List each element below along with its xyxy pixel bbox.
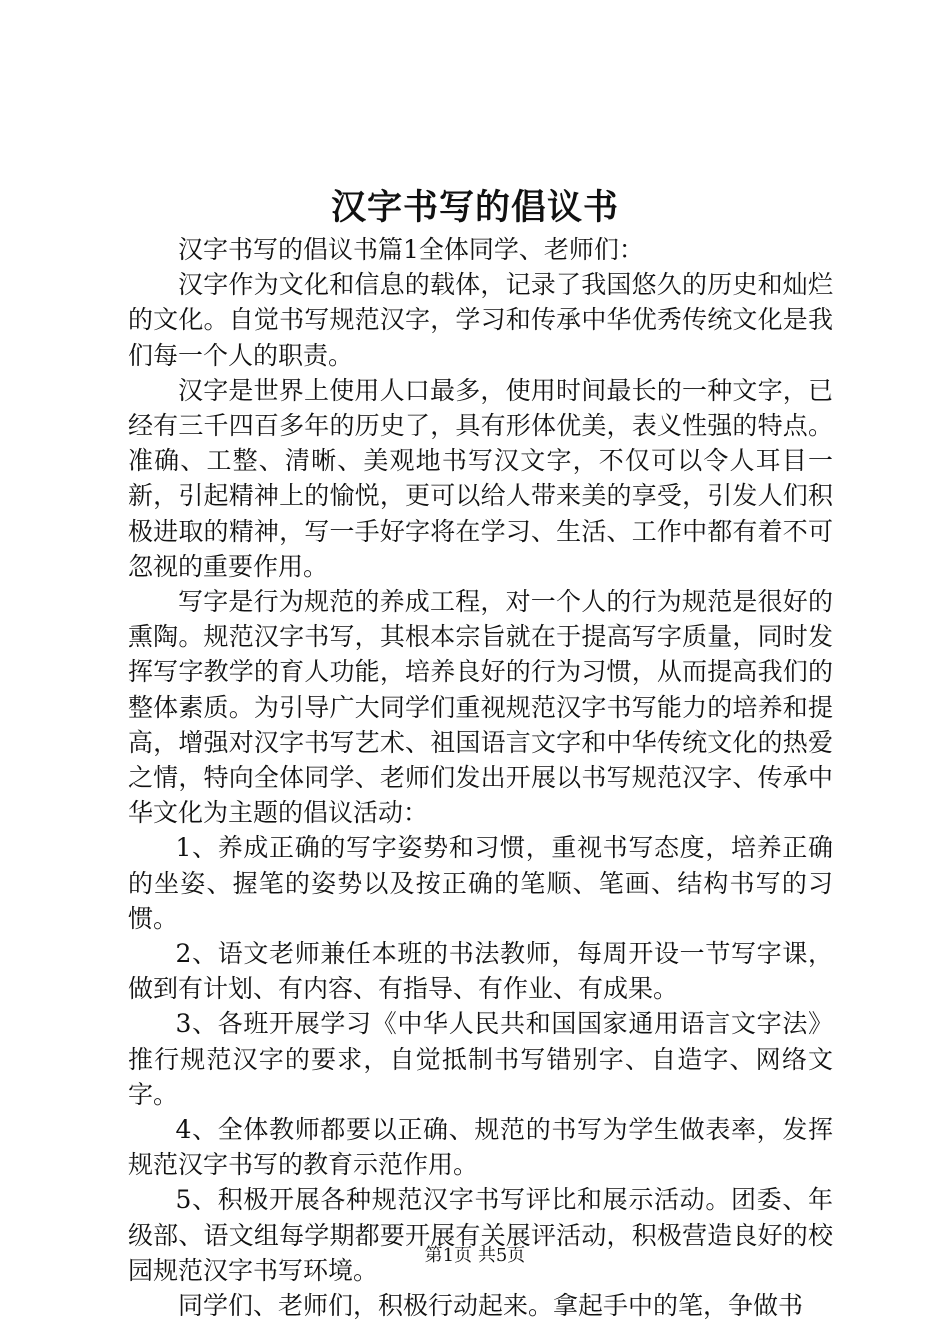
paragraph: 汉字作为文化和信息的载体，记录了我国悠久的历史和灿烂的文化。自觉书写规范汉字，学习和传承中华优秀传统文化是我们每一个人的职责。 — [128, 270, 833, 370]
document-title: 汉字书写的倡议书 — [330, 187, 619, 228]
document-body — [128, 232, 833, 1323]
list-item: 5、积极开展各种规范汉字书写评比和展示活动。团委、年级部、语文组每学期都要开展有关展评活动，积极营造良好的校园规范汉字书写环境。 — [128, 1185, 833, 1285]
paragraph-salutation: 汉字书写的倡议书篇1全体同学、老师们： — [178, 235, 644, 264]
list-item: 1、养成正确的写字姿势和习惯，重视书写态度，培养正确的坐姿、握笔的姿势以及按正确的笔顺、笔画、结构书写的习惯。 — [128, 833, 833, 933]
paragraph: 同学们、老师们，积极行动起来。拿起手中的笔，争做书 — [178, 1291, 804, 1321]
paragraph: 汉字是世界上使用人口最多，使用时间最长的一种文字，已经有三千四百多年的历史了，具有形体优美，表义性强的特点。准确、工整、清晰、美观地书写汉文字，不仅可以令人耳目一新，引起精神上的愉悦，更可以给人带来美的享受，引发人们积极进取的精神，写一手好字将在学习、生活、工作中都有着不可忽视的重要作用。 — [128, 375, 833, 581]
paragraph: 写字是行为规范的养成工程，对一个人的行为规范是很好的熏陶。规范汉字书写，其根本宗旨就在于提高写字质量，同时发挥写字教学的育人功能，培养良好的行为习惯，从而提高我们的整体素质。为引导广大同学们重视规范汉字书写能力的培养和提高，增强对汉字书写艺术、祖国语言文字和中华传统文化的热爱之情，特向全体同学、老师们发出开展以书写规范汉字、传承中华文化为主题的倡议活动： — [128, 587, 833, 828]
page-number-footer: 第1页 共5页 — [424, 1245, 526, 1266]
list-item: 3、各班开展学习《中华人民共和国国家通用语言文字法》推行规范汉字的要求，自觉抵制书写错别字、自造字、网络文字。 — [128, 1009, 833, 1109]
list-item: 2、语文老师兼任本班的书法教师，每周开设一节写字课，做到有计划、有内容、有指导、有作业、有成果。 — [128, 939, 833, 1004]
list-item: 4、全体教师都要以正确、规范的书写为学生做表率，发挥规范汉字书写的教育示范作用。 — [128, 1115, 833, 1180]
